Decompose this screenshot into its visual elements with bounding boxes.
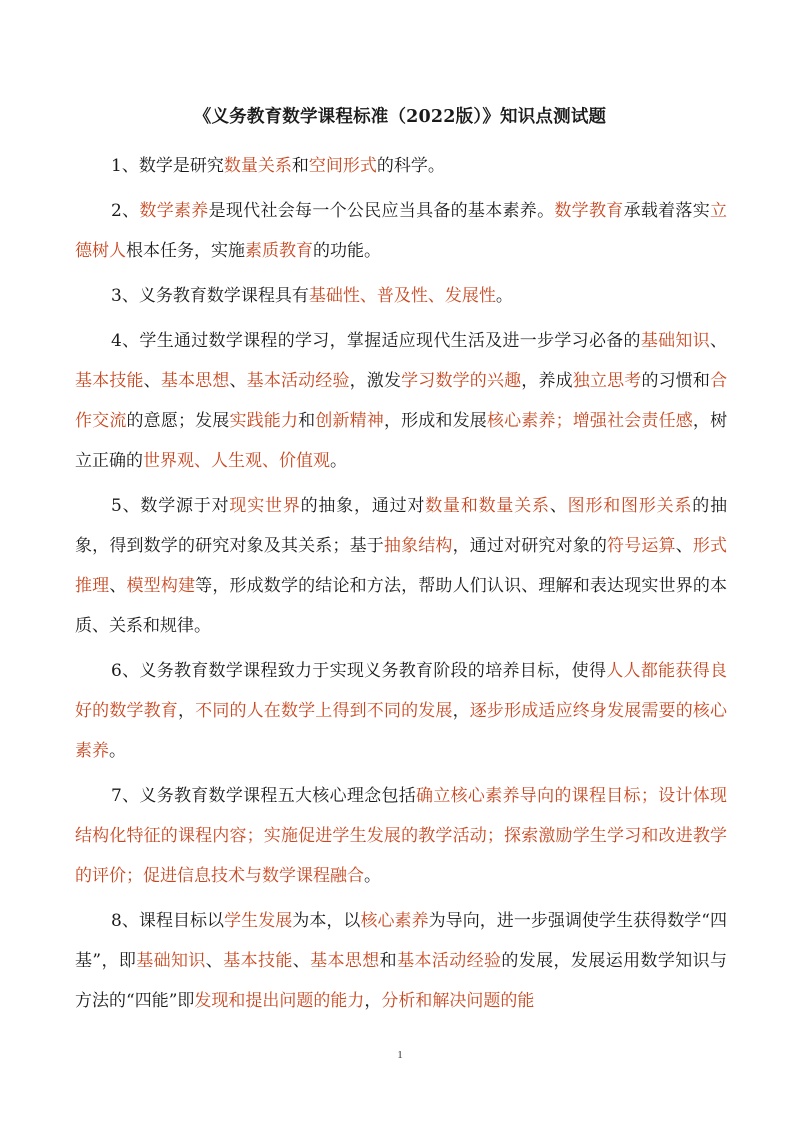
answer-highlight: 模型构建: [126, 576, 196, 596]
answer-highlight: 实践能力: [229, 411, 299, 431]
page-title: 《义务教育数学课程标准（2022版）》知识点测试题: [193, 107, 607, 127]
question-paragraph: [75, 276, 727, 316]
answer-highlight: 确立核心素养导向的课程目标；设计体现结构化特征的课程内容；实施促进学生发展的教学活动；探索激励学生学习和改进教学的评价；促进信息技术与数学课程融合: [75, 786, 727, 886]
question-text: 、: [229, 371, 247, 391]
answer-highlight: 基本活动经验: [246, 371, 350, 391]
question-text: 的意愿；发展: [126, 411, 230, 431]
answer-highlight: 创新精神: [315, 411, 384, 431]
question-text: 4、学生通过数学课程的学习，掌握适应现代生活及进一步学习必备的: [111, 331, 641, 351]
question-text: 。: [495, 286, 513, 306]
question-text: 和: [291, 156, 309, 176]
question-text: 、: [292, 951, 311, 971]
document-body: [75, 146, 727, 1026]
question-text: ，树立正确的: [75, 411, 728, 471]
question-paragraph: [75, 901, 727, 1021]
question-text: 、: [710, 331, 727, 351]
answer-highlight: 分析和解决问题的能: [381, 991, 535, 1011]
question-text: 根本任务，实施: [126, 241, 245, 261]
answer-highlight: 基本技能: [223, 951, 293, 971]
question-paragraph: [75, 651, 727, 771]
question-text: 、: [143, 371, 161, 391]
answer-highlight: 空间形式: [308, 156, 377, 176]
question-text: 的功能。: [313, 241, 381, 261]
question-text: ，激发: [349, 371, 402, 391]
question-text: 和: [379, 951, 398, 971]
answer-highlight: 合作交流: [75, 371, 728, 431]
question-text: ，: [177, 701, 196, 721]
answer-highlight: 基本思想: [160, 371, 230, 391]
question-text: 等，形成数学的结论和方法，帮助人们认识、理解和表达现实世界的本质、关系和规律。: [75, 576, 728, 636]
question-text: 3、义务教育数学课程具有: [111, 286, 309, 306]
answer-highlight: 数学素养: [139, 201, 209, 221]
answer-highlight: 现实世界: [229, 496, 301, 516]
answer-highlight: 基本活动经验: [397, 951, 502, 971]
answer-highlight: 素质教育: [245, 241, 313, 261]
answer-highlight: 核心素养: [360, 911, 429, 931]
answer-highlight: 不同的人在数学上得到不同的发展: [195, 701, 453, 721]
question-text: ，形成和发展: [383, 411, 487, 431]
question-text: 、: [205, 951, 224, 971]
question-text: 、: [675, 536, 693, 556]
answer-highlight: 学生发展: [224, 911, 293, 931]
answer-highlight: 抽象结构: [383, 536, 453, 556]
question-text: ，通过对研究对象的: [452, 536, 608, 556]
question-text: 的抽象，通过对: [300, 496, 426, 516]
question-text: 的发展，发展运用数学知识与方法的“四能”即: [75, 951, 728, 1011]
answer-highlight: 基本技能: [75, 371, 144, 391]
answer-highlight: 逐步形成适应终身发展需要的核心素养: [75, 701, 728, 761]
answer-highlight: 独立思考: [572, 371, 642, 391]
question-paragraph: [75, 486, 727, 646]
question-paragraph: [75, 146, 727, 186]
question-text: 是现代社会每一个公民应当具备的基本素养。: [208, 201, 555, 221]
question-text: 。: [364, 866, 381, 886]
answer-highlight: 学习数学的兴趣: [401, 371, 522, 391]
question-text: 1、数学是研究: [111, 156, 224, 176]
question-text: 。: [109, 741, 126, 761]
answer-highlight: 数量关系: [223, 156, 292, 176]
answer-highlight: 数量和数量关系: [425, 496, 550, 516]
question-text: ，: [364, 991, 382, 1011]
question-text: 的抽象，得到数学的研究对象及其关系；基于: [75, 496, 728, 556]
answer-highlight: 基本思想: [310, 951, 380, 971]
answer-highlight: 人人都能获得良好的数学教育: [75, 661, 727, 721]
answer-highlight: 发现和提出问题的能力: [194, 991, 365, 1011]
answer-highlight: 核心素养；增强社会责任感: [486, 411, 693, 431]
answer-highlight: 形式推理: [75, 536, 728, 596]
question-text: 承载着落实: [623, 201, 711, 221]
answer-highlight: 基础知识: [136, 951, 206, 971]
question-paragraph: [75, 321, 727, 481]
question-text: 2、: [111, 201, 140, 221]
question-text: 8、课程目标以: [111, 911, 225, 931]
question-text: ，养成: [521, 371, 573, 391]
answer-highlight: 符号运算: [607, 536, 676, 556]
question-text: 6、义务教育数学课程致力于实现义务教育阶段的培养目标，使得: [111, 661, 607, 681]
question-text: 、: [109, 576, 127, 596]
question-text: 的科学。: [376, 156, 445, 176]
answer-highlight: 世界观、人生观、价值观: [143, 451, 330, 471]
question-text: 。: [330, 451, 347, 471]
question-text: 为本，以: [292, 911, 361, 931]
question-paragraph: [75, 776, 727, 896]
answer-highlight: 基础性、普及性、发展性: [308, 286, 496, 306]
page-number: 1: [397, 1049, 403, 1061]
answer-highlight: 数学教育: [554, 201, 624, 221]
question-paragraph: [75, 191, 727, 271]
question-text: ，: [452, 701, 470, 721]
question-text: 5、数学源于对: [111, 496, 230, 516]
question-text: 和: [298, 411, 316, 431]
question-text: 的习惯和: [641, 371, 711, 391]
answer-highlight: 图形和图形关系: [567, 496, 693, 516]
question-text: 7、义务教育数学课程五大核心理念包括: [111, 786, 417, 806]
answer-highlight: 基础知识: [640, 331, 710, 351]
answer-highlight: 立德树人: [75, 201, 728, 261]
question-text: 、: [549, 496, 568, 516]
question-text: 为导向，进一步强调使学生获得数学“四基”，即: [75, 911, 728, 971]
